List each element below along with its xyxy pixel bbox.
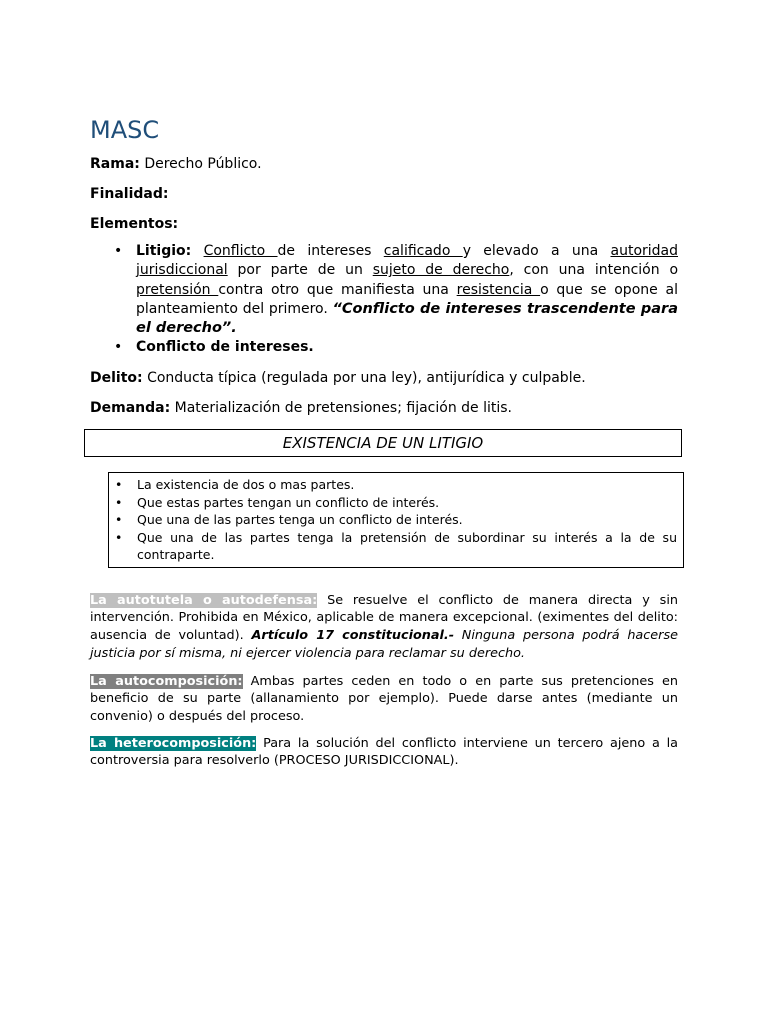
litigio-underlined: sujeto de derecho [372,262,510,279]
delito-value: Conducta típica (regulada por una ley), antijurídica y culpable. [142,370,586,386]
rama-value: Derecho Público. [139,156,262,172]
bullet-icon: • [115,512,123,527]
litigio-underlined: autoridad jurisdiccional [136,243,679,279]
autotutela-paragraph [90,592,678,662]
list-item-text: Que una de las partes tenga la pretensión de subordinar su interés a la de su contraparte. [137,529,677,562]
autotutela-text: Se resuelve el conflicto de manera directa y sin intervención. Prohibida en México, aplicable de manera excepcional. (eximentes del delito: ausencia de voluntad). [90,592,678,643]
rama-label: Rama: [90,156,140,172]
page-title: MASC [90,116,160,144]
litigio-text: de intereses [277,243,384,259]
delito-line [90,369,678,388]
bullet-icon: • [115,494,123,510]
conflicto-label: Conflicto de intereses. [136,339,314,356]
article-17-label: Artículo 17 constitucional.- [251,627,455,643]
demanda-label: Demanda: [90,400,171,416]
rama-line [90,155,678,174]
list-item-litigio [90,242,678,338]
finalidad-label: Finalidad: [90,186,169,202]
bullet-icon: • [114,339,123,356]
elementos-list [90,242,678,358]
demanda-value: Materialización de pretensiones; fijación de litis. [170,400,512,416]
litigio-underlined: pretensión [136,281,219,298]
litigio-label: Litigio: [136,243,192,259]
list-item-text: Que una de las partes tenga un conflicto de interés. [137,512,463,527]
litigio-quote: “Conflicto de intereses trascendente para el derecho”. [136,300,678,337]
demanda-line [90,399,678,418]
litigio-text: contra otro que manifiesta una [218,281,457,298]
heterocomposicion-paragraph [90,735,678,770]
litigio-underlined: resistencia [456,281,541,298]
bullet-icon: • [114,243,123,259]
litigio-box-title: EXISTENCIA DE UN LITIGIO [84,429,682,457]
delito-label: Delito: [90,370,143,386]
requirements-list [115,476,677,564]
list-item [115,511,677,529]
list-item [115,529,677,564]
bullet-icon: • [115,477,123,492]
autotutela-label: La autotutela o autodefensa: [90,592,318,608]
list-item-text: Que estas partes tengan un conflicto de interés. [137,494,440,510]
list-item-conflicto [90,338,678,357]
litigio-text [191,243,203,259]
bullet-icon: • [115,529,123,545]
finalidad-line [90,185,678,204]
litigio-text: , con una intención o [509,262,679,279]
list-item-text: La existencia de dos o mas partes. [137,477,355,492]
autocomposicion-paragraph [90,673,678,726]
elementos-line [90,215,678,234]
litigio-text: o que se opone al planteamiento del primero. [136,281,678,317]
list-item [115,494,677,512]
elementos-label: Elementos: [90,216,179,232]
litigio-requirements-box [108,472,684,568]
litigio-underlined: calificado [383,243,463,259]
litigio-text: y elevado a una [462,243,611,259]
list-item [115,476,677,494]
article-17-text: Ninguna persona podrá hacerse justicia por sí misma, ni ejercer violencia para reclamar su derecho. [90,627,678,661]
litigio-text: por parte de un [227,262,373,279]
heterocomposicion-text: Para la solución del conflicto interviene un tercero ajeno a la controversia para resolverlo (PROCESO JURISDICCIONAL). [90,735,678,769]
autocomposicion-label: La autocomposición: [90,673,243,689]
autocomposicion-text: Ambas partes ceden en todo o en parte sus pretenciones en beneficio de su parte (allanamiento por ejemplo). Puede darse antes (mediante un convenio) o después del proceso. [90,673,678,724]
heterocomposicion-label: La heterocomposición: [90,735,257,751]
litigio-underlined: Conflicto [203,243,278,259]
